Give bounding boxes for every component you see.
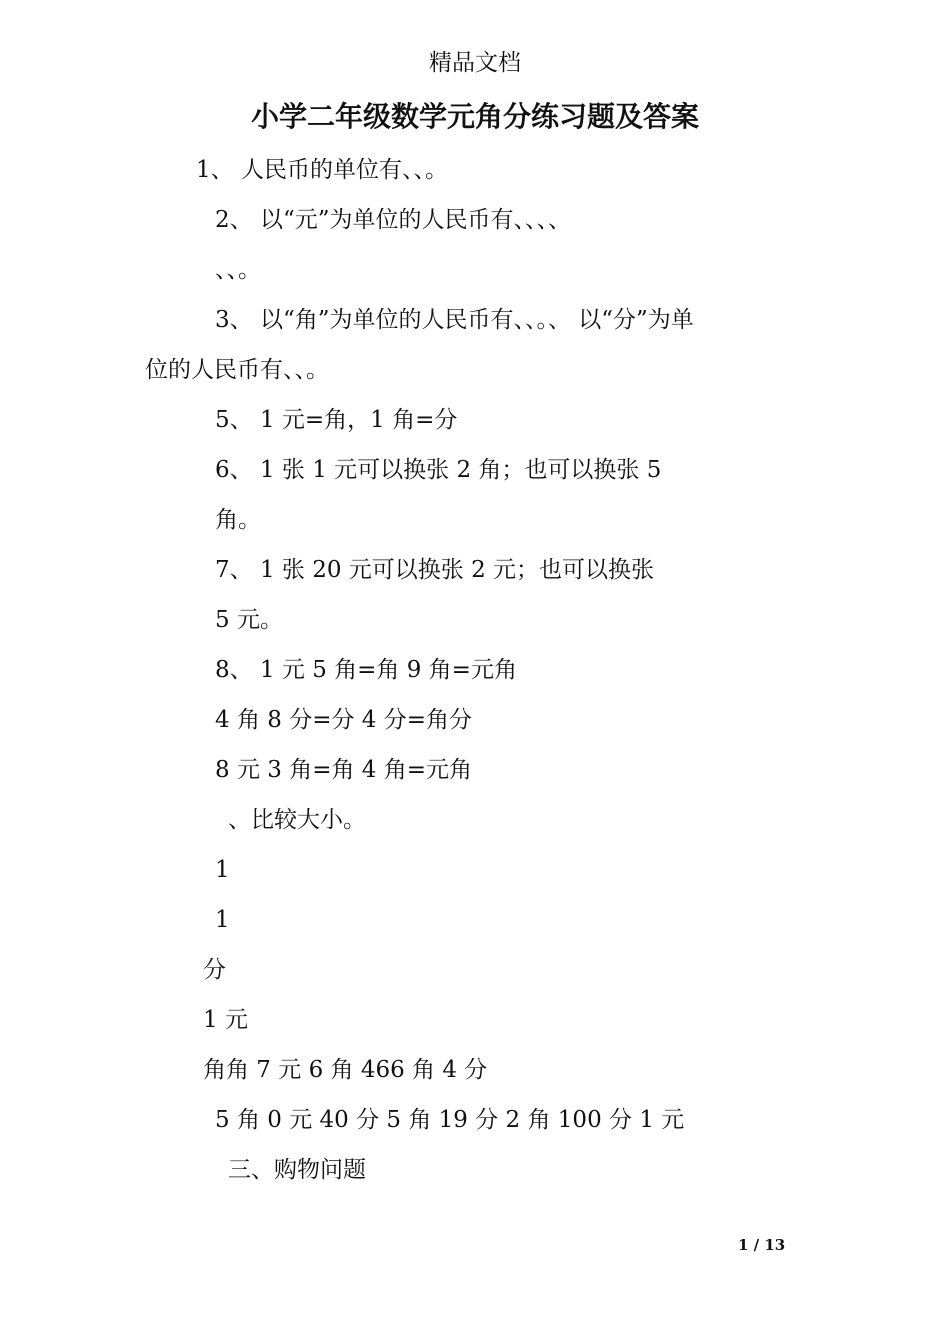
section-compare-heading: 、比较大小。 <box>228 807 366 833</box>
question-8-line-3: 8 元 3 角=角 4 角=元角 <box>215 757 472 783</box>
question-3-continued: 位的人民币有、、。 <box>145 357 329 383</box>
compare-line-4: 1 元 <box>203 1007 248 1033</box>
question-2: 2、 以“元”为单位的人民币有、、、、 <box>215 207 571 233</box>
compare-line-1: 1 <box>215 857 230 883</box>
question-8: 8、 1 元 5 角=角 9 角=元角 <box>215 657 517 683</box>
compare-line-2: 1 <box>215 907 230 933</box>
question-7: 7、 1 张 20 元可以换张 2 元；也可以换张 <box>215 557 655 583</box>
page-number: 1 / 13 <box>738 1236 786 1254</box>
question-6: 6、 1 张 1 元可以换张 2 角；也可以换张 5 <box>215 457 662 483</box>
question-1: 1、 人民币的单位有、、。 <box>196 157 448 183</box>
document-header: 精品文档 <box>429 50 521 76</box>
compare-line-6: 5 角 0 元 40 分 5 角 19 分 2 角 100 分 1 元 <box>215 1107 685 1133</box>
question-2-continued: 、、。 <box>215 257 261 283</box>
question-5: 5、 1 元=角，1 角=分 <box>215 407 458 433</box>
question-6-continued: 角。 <box>215 507 261 533</box>
compare-line-5: 角角 7 元 6 角 466 角 4 分 <box>203 1057 488 1083</box>
question-8-line-2: 4 角 8 分=分 4 分=角分 <box>215 707 472 733</box>
compare-line-3: 分 <box>203 957 226 983</box>
document-title: 小学二年级数学元角分练习题及答案 <box>250 100 699 133</box>
question-3: 3、 以“角”为单位的人民币有、、。、 以“分”为单 <box>215 307 694 333</box>
question-7-continued: 5 元。 <box>215 607 283 633</box>
section-shopping-heading: 三、购物问题 <box>228 1157 366 1183</box>
